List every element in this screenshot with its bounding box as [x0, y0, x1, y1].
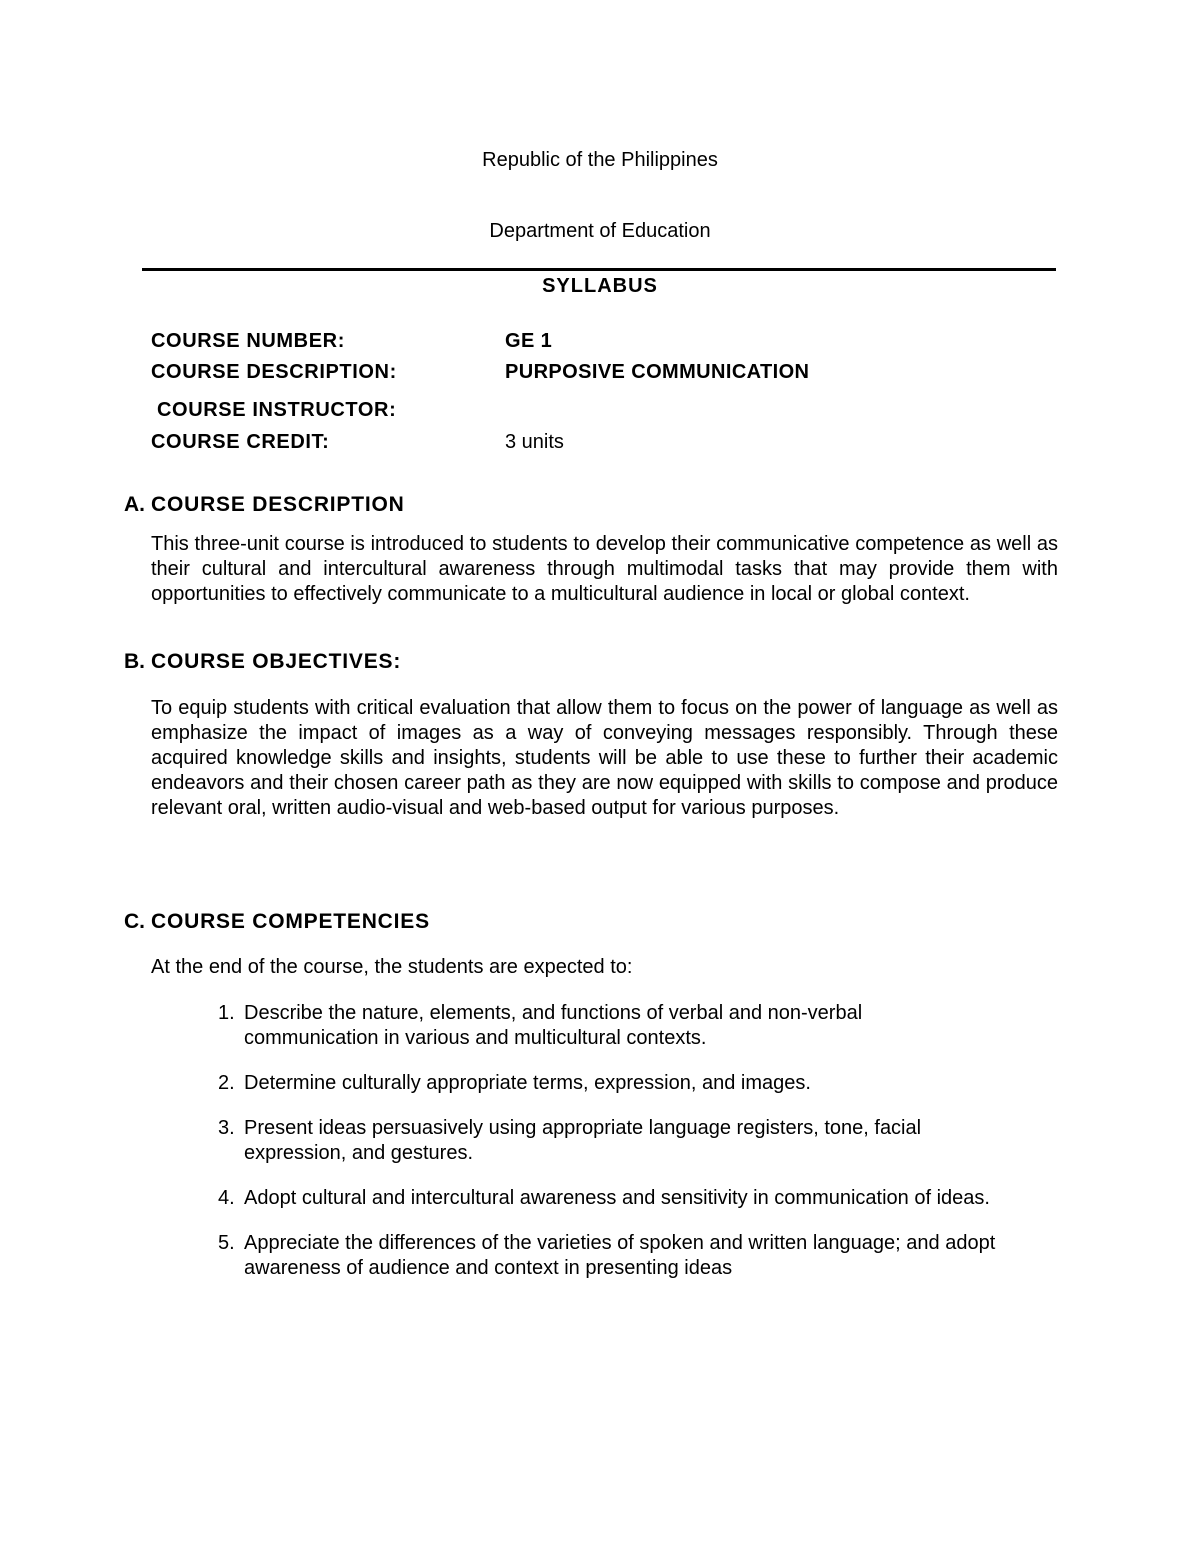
header-divider [142, 268, 1056, 271]
section-a-letter: A. [124, 493, 145, 516]
competency-item [218, 1186, 1078, 1211]
competency-item [218, 1231, 1078, 1281]
competency-text: Determine culturally appropriate terms, expression, and images. [244, 1072, 811, 1094]
course-instructor-label: COURSE INSTRUCTOR: [157, 399, 397, 421]
competency-number: 5. [218, 1232, 235, 1254]
section-b-letter: B. [124, 650, 145, 673]
department-heading: Department of Education [489, 220, 711, 242]
section-c-intro: At the end of the course, the students are expected to: [151, 956, 633, 978]
competency-list [218, 1001, 1078, 1281]
competency-number: 2. [218, 1072, 235, 1094]
course-description-value: PURPOSIVE COMMUNICATION [505, 361, 810, 383]
course-description-label: COURSE DESCRIPTION: [151, 361, 397, 383]
section-a-body: This three-unit course is introduced to students to develop their communicative competence as well as their cultural and intercultural awareness through multimodal tasks that may provide them with opportunities to effectively communicate to a multicultural audience in local or global context. [151, 533, 1058, 605]
competency-item [218, 1116, 1078, 1166]
course-number-label: COURSE NUMBER: [151, 330, 345, 352]
course-number-value: GE 1 [505, 330, 553, 352]
section-b-body: To equip students with critical evaluation that allow them to focus on the power of language as well as emphasize the impact of images as a way of conveying messages responsibly. Through these acquired knowledge skills and insights, students will be able to use these to further their academic endeavors and their chosen career path as they are now equipped with skills to compose and produce relevant oral, written audio-visual and web-based output for various purposes. [151, 697, 1058, 819]
competency-number: 3. [218, 1117, 235, 1139]
syllabus-title: SYLLABUS [542, 275, 658, 297]
competency-text: Appreciate the differences of the varieties of spoken and written language; and adopt awareness of audience and context in presenting ideas [244, 1232, 996, 1279]
competency-item [218, 1071, 1078, 1096]
competency-text: Present ideas persuasively using appropriate language registers, tone, facial expression, and gestures. [244, 1117, 922, 1164]
competency-number: 4. [218, 1187, 235, 1209]
competency-text: Adopt cultural and intercultural awareness and sensitivity in communication of ideas. [244, 1187, 990, 1209]
competency-number: 1. [218, 1002, 235, 1024]
competency-item [218, 1001, 1078, 1051]
section-c-title: COURSE COMPETENCIES [151, 910, 430, 933]
section-a-title: COURSE DESCRIPTION [151, 493, 405, 516]
section-b-title: COURSE OBJECTIVES: [151, 650, 402, 673]
course-credit-label: COURSE CREDIT: [151, 431, 330, 453]
section-c-letter: C. [124, 910, 145, 933]
republic-heading: Republic of the Philippines [482, 149, 718, 171]
competency-text: Describe the nature, elements, and functions of verbal and non-verbal communication in various and multicultural contexts. [244, 1002, 863, 1049]
course-credit-value: 3 units [505, 431, 564, 453]
